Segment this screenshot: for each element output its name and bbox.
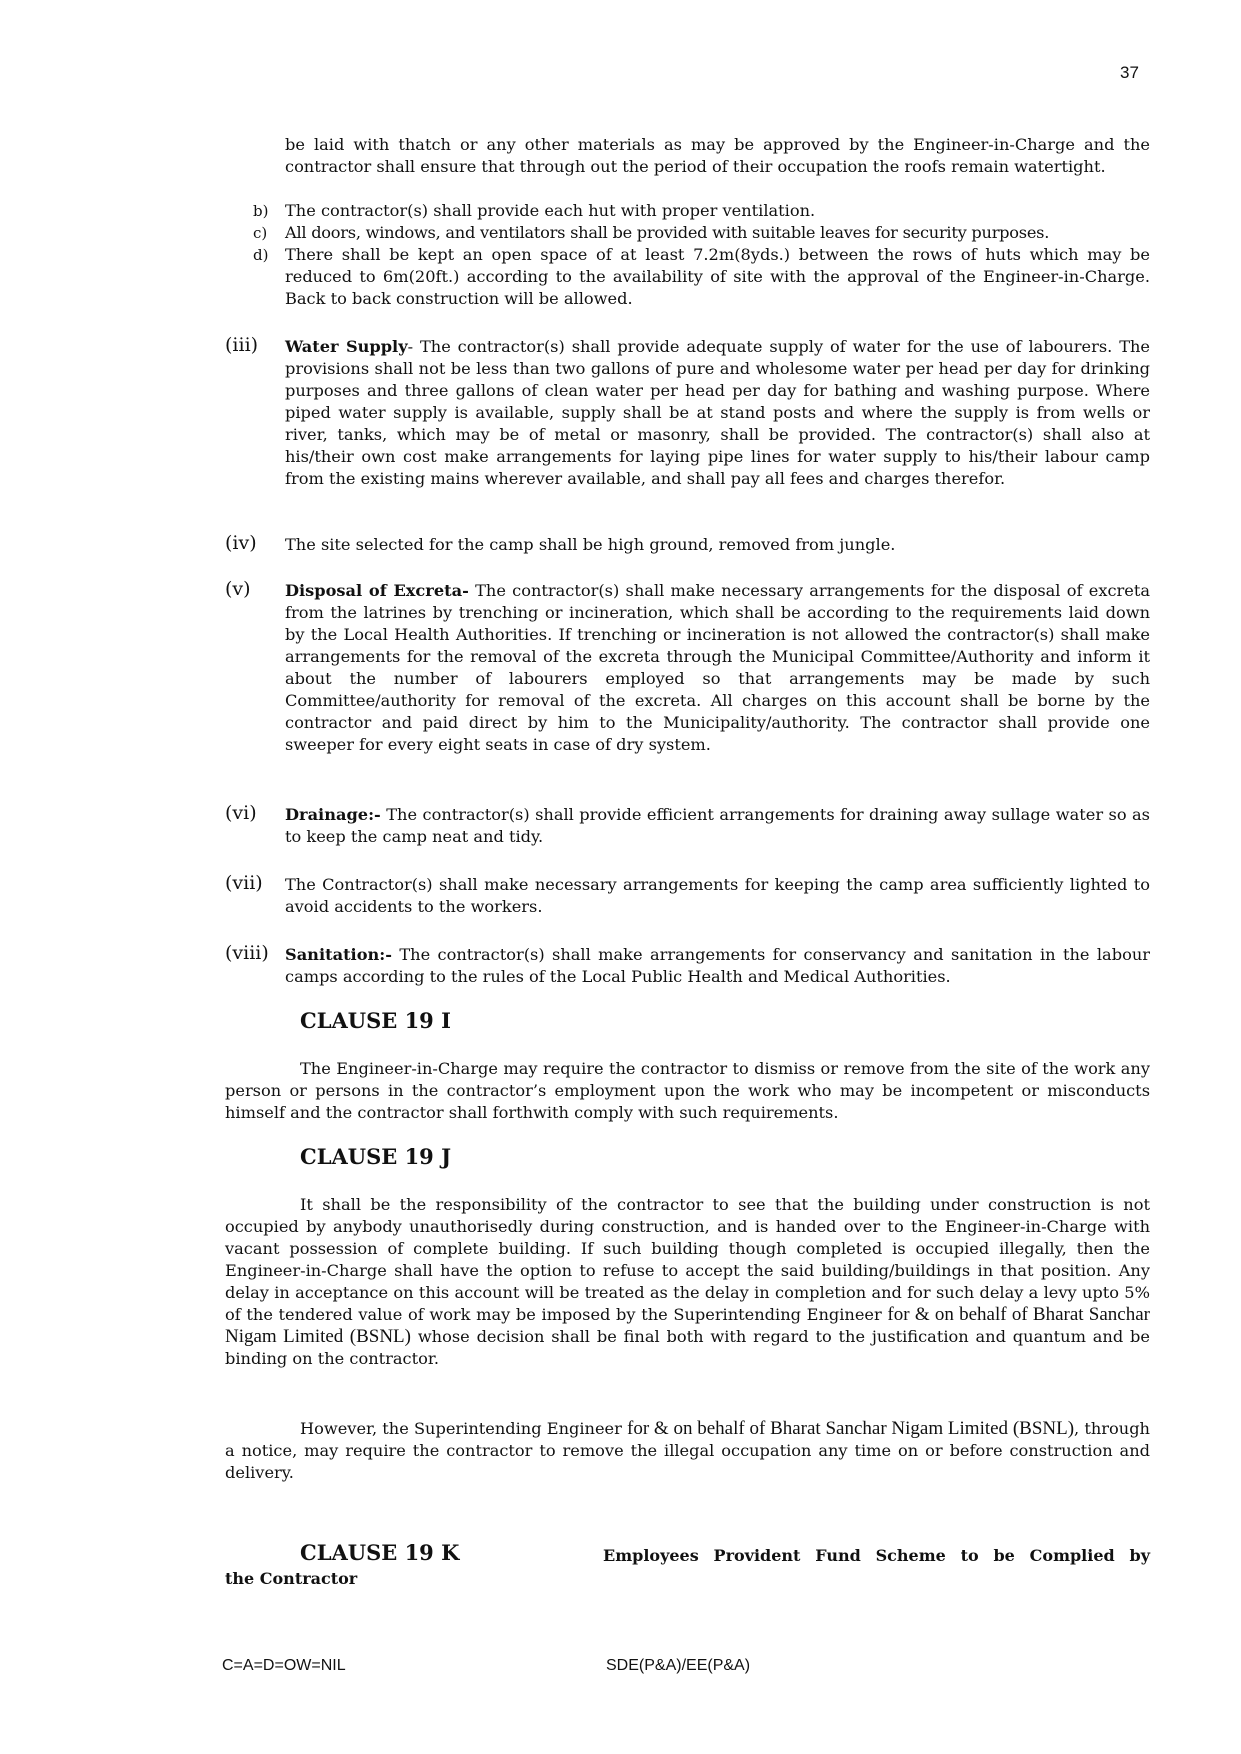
sub-item-text: There shall be kept an open space of at least 7.2m(8yds.) between the rows of huts which may be reduced to 6m(20ft.) according to the availability of site with the approval of the Engineer-in-Charge. Back to back construction will be allowed. bbox=[285, 245, 1150, 308]
clause-19j-paragraph-2 bbox=[225, 1418, 1150, 1484]
item-disposal-of-excreta bbox=[285, 580, 1150, 756]
item-paragraph bbox=[285, 580, 1150, 756]
item-label-iv: (iv) bbox=[225, 532, 257, 554]
sub-item-b bbox=[285, 200, 1150, 222]
sub-item-c bbox=[285, 222, 1150, 244]
item-text: The contractor(s) shall provide adequate supply of water for the use of labourers. The provisions shall not be less than two gallons of pure and wholesome water per head per day for drinking purposes and three gallons of clean water per head per day for bathing and washing purpose. Where piped water supply is available, supply shall be at stand posts and where the supply is from wells or river, tanks, which may be of metal or masonry, shall be provided. The contractor(s) shall also at his/their own cost make arrangements for laying pipe lines for water supply to his/their labour camp from the existing mains wherever available, and shall pay all fees and charges therefor. bbox=[285, 337, 1151, 488]
clause-19i-paragraph: The Engineer-in-Charge may require the contractor to dismiss or remove from the site of the work any person or persons in the contractor’s employment upon the work who may be incompetent or misconducts himself and the contractor shall forthwith comply with such requirements. bbox=[225, 1059, 1150, 1122]
item-label-iii: (iii) bbox=[225, 334, 259, 356]
item-text: The contractor(s) shall provide efficient arrangements for draining away sullage water so as to keep the camp neat and tidy. bbox=[285, 805, 1150, 846]
sub-item-label-d: d) bbox=[253, 246, 269, 264]
item-text: The site selected for the camp shall be high ground, removed from jungle. bbox=[285, 535, 896, 554]
item-paragraph bbox=[285, 804, 1150, 848]
item-paragraph bbox=[285, 336, 1150, 490]
item-label-v: (v) bbox=[225, 578, 251, 600]
item-drainage bbox=[285, 804, 1150, 848]
footer-right: SDE(P&A)/EE(P&A) bbox=[606, 1657, 751, 1674]
sub-item-text: The contractor(s) shall provide each hut with proper ventilation. bbox=[285, 201, 816, 220]
item-text: The contractor(s) shall make arrangements for conservancy and sanitation in the labour camps according to the rules of the Local Public Health and Medical Authorities. bbox=[285, 945, 1150, 986]
item-label-vii: (vii) bbox=[225, 872, 263, 894]
item-text: The contractor(s) shall make necessary arrangements for the disposal of excreta from the latrines by trenching or incineration, which shall be according to the requirements laid down by the Local Health Authorities. If trenching or incineration is not allowed the contractor(s) shall make arrangements for the removal of the excreta through the Municipal Committee/Authority and inform it about the number of labourers employed so that arrangements may be made by such Committee/authority for removal of the excreta. All charges on this account shall be borne by the contractor and paid direct by him to the Municipality/authority. The contractor shall provide one sweeper for every eight seats in case of dry system. bbox=[285, 581, 1150, 754]
clause-19i-body bbox=[225, 1058, 1150, 1124]
item-title: Disposal of Excreta- bbox=[285, 581, 469, 600]
item-lighting bbox=[285, 874, 1150, 918]
item-title: Drainage:- bbox=[285, 805, 381, 824]
bsnl-phrase: for & on behalf of Bharat Sanchar Nigam Limited (BSNL) bbox=[225, 1304, 1150, 1347]
item-text: The Contractor(s) shall make necessary arrangements for keeping the camp area sufficiently lighted to avoid accidents to the workers. bbox=[285, 875, 1150, 916]
text-run: whose decision shall be final both with regard to the justification and quantum and be binding on the contractor. bbox=[225, 1327, 1150, 1368]
item-label-viii: (viii) bbox=[225, 942, 269, 964]
page-number: 37 bbox=[1120, 63, 1139, 82]
sub-item-label-c: c) bbox=[253, 224, 268, 242]
clause-19j-heading: CLAUSE 19 J bbox=[300, 1144, 452, 1169]
item-sep: - bbox=[407, 337, 420, 356]
item-water-supply bbox=[285, 336, 1150, 490]
clause-19j-body-2 bbox=[225, 1418, 1150, 1484]
clause-19k-title-line1: Employees Provident Fund Scheme to be Complied by bbox=[603, 1546, 1150, 1565]
continuation-paragraph: be laid with thatch or any other materials as may be approved by the Engineer-in-Charge and the contractor shall ensure that through out the period of their occupation the roofs remain watertight. bbox=[285, 135, 1150, 176]
item-paragraph bbox=[285, 944, 1150, 988]
item-title: Sanitation:- bbox=[285, 945, 392, 964]
sub-item-label-b: b) bbox=[253, 202, 269, 220]
footer-left: C=A=D=OW=NIL bbox=[222, 1657, 346, 1674]
continuation-text bbox=[285, 134, 1150, 178]
clause-19k-title-line2: the Contractor bbox=[225, 1569, 358, 1588]
item-sanitation bbox=[285, 944, 1150, 988]
sub-item-text: All doors, windows, and ventilators shall be provided with suitable leaves for security purposes. bbox=[285, 223, 1050, 242]
text-run: It shall be the responsibility of the contractor to see that the building under construction is not occupied by anybody unauthorisedly during construction, and is handed over to the Engineer-in-Charge with vacant possession of complete building. If such building though completed is occupied illegally, then the Engineer-in-Charge shall have the option to refuse to accept the said building/buildings in that position. Any delay in acceptance on this account will be treated as the delay in completion and for such delay a levy upto 5% of the tendered value of work may be imposed by the Superintending Engineer bbox=[225, 1195, 1150, 1324]
bsnl-phrase: for & on behalf of Bharat Sanchar Nigam Limited (BSNL) bbox=[627, 1418, 1075, 1439]
clause-19i-heading: CLAUSE 19 I bbox=[300, 1008, 451, 1033]
text-run: , through a notice, may require the contractor to remove the illegal occupation any time on or before construction and delivery. bbox=[225, 1419, 1150, 1482]
item-title: Water Supply bbox=[285, 337, 408, 356]
clause-19j-body-1 bbox=[225, 1194, 1150, 1370]
clause-19j-paragraph-1 bbox=[225, 1194, 1150, 1370]
item-label-vi: (vi) bbox=[225, 802, 257, 824]
clause-19k-heading: CLAUSE 19 K bbox=[300, 1540, 460, 1565]
sub-item-d bbox=[285, 244, 1150, 310]
text-run: However, the Superintending Engineer bbox=[300, 1419, 628, 1438]
item-site bbox=[285, 534, 1150, 556]
